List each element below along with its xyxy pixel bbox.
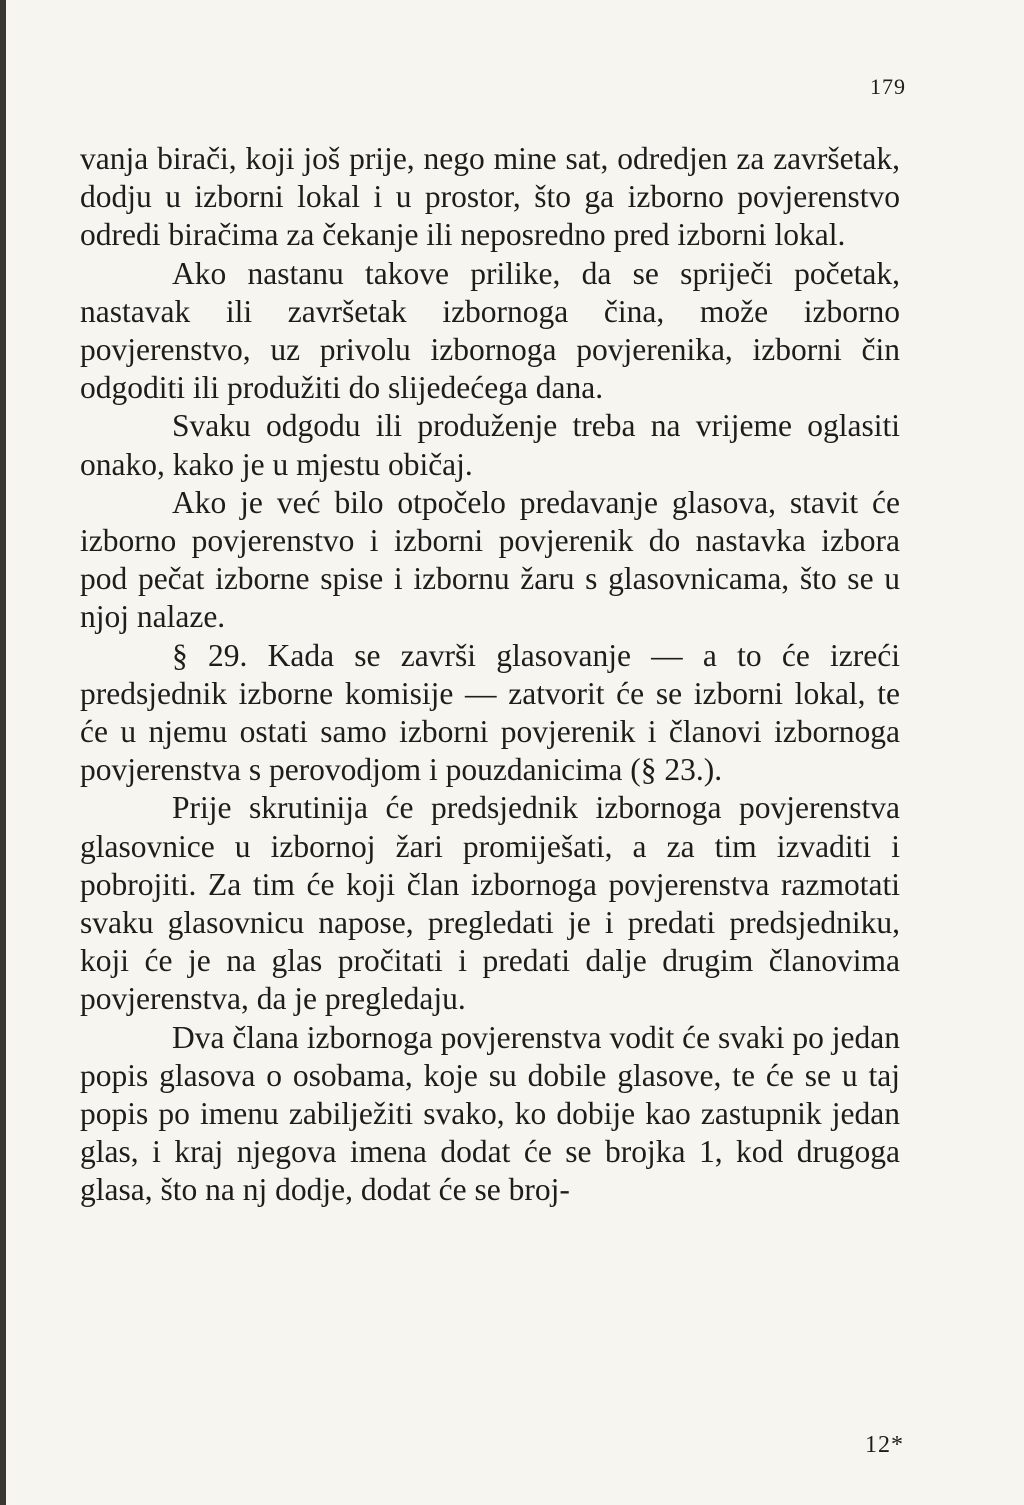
signature-mark: 12* [865, 1432, 904, 1458]
body-text [80, 140, 900, 1210]
paragraph-2: Ako nastanu takove prilike, da se spriječi početak, nastavak ili završetak izbornoga čina, može izborno povjerenstvo, uz privolu izbornoga povjerenika, izborni čin odgoditi ili produžiti do slijedećega dana. [80, 255, 900, 406]
paragraph-6: Prije skrutinija će predsjednik izbornoga povjerenstva glasovnice u izbornoj žari promiješati, a za tim izvaditi i pobrojiti. Za tim će koji član izbornoga povjerenstva razmotati svaku glasovnicu napose, pregledati je i predati predsjedniku, koji će je na glas pročitati i predati dalje drugim članovima povjerenstva, da je pregledaju. [80, 790, 900, 1017]
paragraph-5-section-29: § 29. Kada se završi glasovanje — a to će izreći predsjednik izborne komisije — zatvorit će se izborni lokal, te će u njemu ostati samo izborni povjerenik i članovi izbornoga povjerenstva s perovodjom i pouzdanicima (§ 23.). [80, 637, 900, 788]
page-number: 179 [870, 74, 906, 99]
paragraph-7: Dva člana izbornoga povjerenstva vodit će svaki po jedan popis glasova o osobama, koje su dobile glasove, te će se u taj popis po imenu zabilježiti svako, ko dobije kao zastupnik jedan glas, i kraj njegova imena dodat će se brojka 1, kod drugoga glasa, što na nj dodje, dodat će se broj- [80, 1019, 900, 1208]
paragraph-3: Svaku odgodu ili produženje treba na vrijeme oglasiti onako, kako je u mjestu običaj. [80, 408, 900, 482]
page-binding-edge [0, 0, 6, 1505]
paragraph-1: vanja birači, koji još prije, nego mine sat, odredjen za završetak, dodju u izborni lokal i u prostor, što ga izborno povjerenstvo odredi biračima za čekanje ili neposredno pred izborni lokal. [80, 141, 900, 253]
paragraph-4: Ako je već bilo otpočelo predavanje glasova, stavit će izborno povjerenstvo i izborni povjerenik do nastavka izbora pod pečat izborne spise i izbornu žaru s glasovnicama, što se u njoj nalaze. [80, 484, 900, 635]
